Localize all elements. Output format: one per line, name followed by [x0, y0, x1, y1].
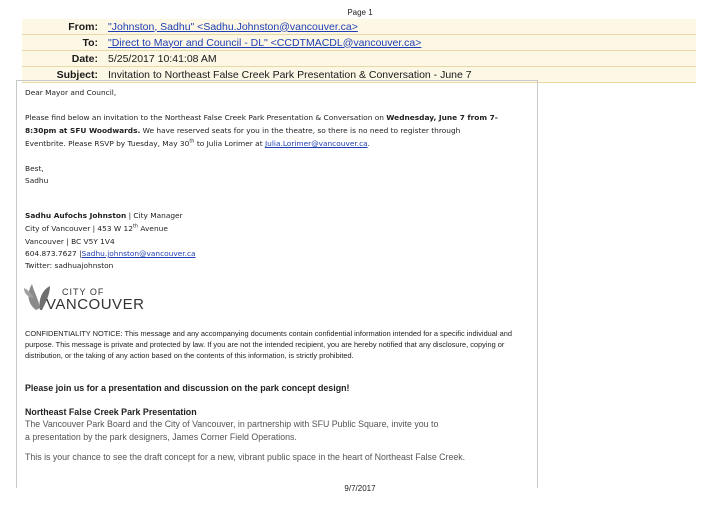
closing: Best,: [25, 164, 44, 173]
signature-name: Sadhu Aufochs Johnston: [25, 211, 127, 220]
announcement-headline: Please join us for a presentation and discussion on the park concept design!: [25, 383, 350, 393]
event-date-bold: Wednesday, June 7 from 7-: [386, 113, 498, 122]
from-label: From:: [22, 19, 104, 35]
announcement-line-1: The Vancouver Park Board and the City of Vancouver, in partnership with SFU Public Square, invite you to: [25, 419, 439, 429]
paragraph-line-2: [25, 124, 460, 137]
signature-title: | City Manager: [126, 211, 183, 220]
city-of-vancouver-logo: [22, 280, 145, 314]
address-superscript: th: [132, 223, 139, 230]
signature-address-2: Vancouver | BC V5Y 1V4: [25, 237, 115, 246]
logo-vancouver-text: VANCOUVER: [46, 296, 145, 313]
subject-value: Invitation to Northeast False Creek Park Presentation & Conversation - June 7: [104, 67, 696, 83]
to-label: To:: [22, 35, 104, 51]
announcement-line-3: This is your chance to see the draft concept for a new, vibrant public space in the heart of Northeast False Creek.: [25, 452, 466, 462]
confidentiality-notice: CONFIDENTIALITY NOTICE: This message and any accompanying documents contain confidential information intended for a specific individual and purpose. This message is private and protected by law. If you are not the intended recipient, you are hereby notified that any disclosure, copying or distribution, or the taking of any action based on the contents of this information, is strictly prohibited.: [25, 329, 512, 360]
p1-period: .: [367, 139, 371, 148]
signature-phone: 604.873.7627 |: [25, 249, 82, 258]
subject-label: Subject:: [22, 67, 104, 83]
paragraph-line-3: [25, 137, 370, 150]
date-row: [22, 51, 696, 67]
to-value[interactable]: "Direct to Mayor and Council - DL" <CCDTMACDL@vancouver.ca>: [104, 35, 696, 51]
address-text-b: Avenue: [138, 224, 168, 233]
paragraph-line-1: [25, 111, 498, 124]
date-value: 5/25/2017 10:41:08 AM: [104, 51, 696, 67]
page-number: Page 1: [347, 8, 373, 17]
date-label: Date:: [22, 51, 104, 67]
greeting: Dear Mayor and Council,: [25, 88, 117, 97]
footer-date: 9/7/2017: [344, 484, 376, 493]
address-text-a: City of Vancouver | 453 W 12: [25, 224, 133, 233]
logo-city-of-text: CITY OF: [62, 287, 105, 297]
signature-address-1: [25, 222, 168, 235]
signature-twitter: Twitter: sadhuajohnston: [25, 261, 114, 270]
p1-text-d: to Julia Lorimer at: [194, 139, 265, 148]
p1-text-b: We have reserved seats for you in the theatre, so there is no need to register through: [140, 126, 461, 135]
rsvp-email-link[interactable]: Julia.Lorimer@vancouver.ca: [264, 139, 368, 148]
from-row: [22, 19, 696, 35]
to-row: [22, 35, 696, 51]
event-title: Northeast False Creek Park Presentation: [25, 407, 197, 417]
email-header: [22, 19, 696, 83]
event-time-bold: 8:30pm at SFU Woodwards.: [25, 126, 141, 135]
announcement-line-2: a presentation by the park designers, James Corner Field Operations.: [25, 432, 297, 442]
signoff: Sadhu: [25, 176, 49, 185]
signature-email-link[interactable]: Sadhu.johnston@vancouver.ca: [81, 249, 196, 258]
p1-superscript: th: [189, 138, 195, 145]
p1-text-a: Please find below an invitation to the Northeast False Creek Park Presentation & Conversation on: [25, 113, 387, 122]
from-value[interactable]: "Johnston, Sadhu" <Sadhu.Johnston@vancouver.ca>: [104, 19, 696, 35]
signature-name-line: [25, 209, 183, 222]
p1-text-c: Eventbrite. Please RSVP by Tuesday, May 30: [25, 139, 190, 148]
